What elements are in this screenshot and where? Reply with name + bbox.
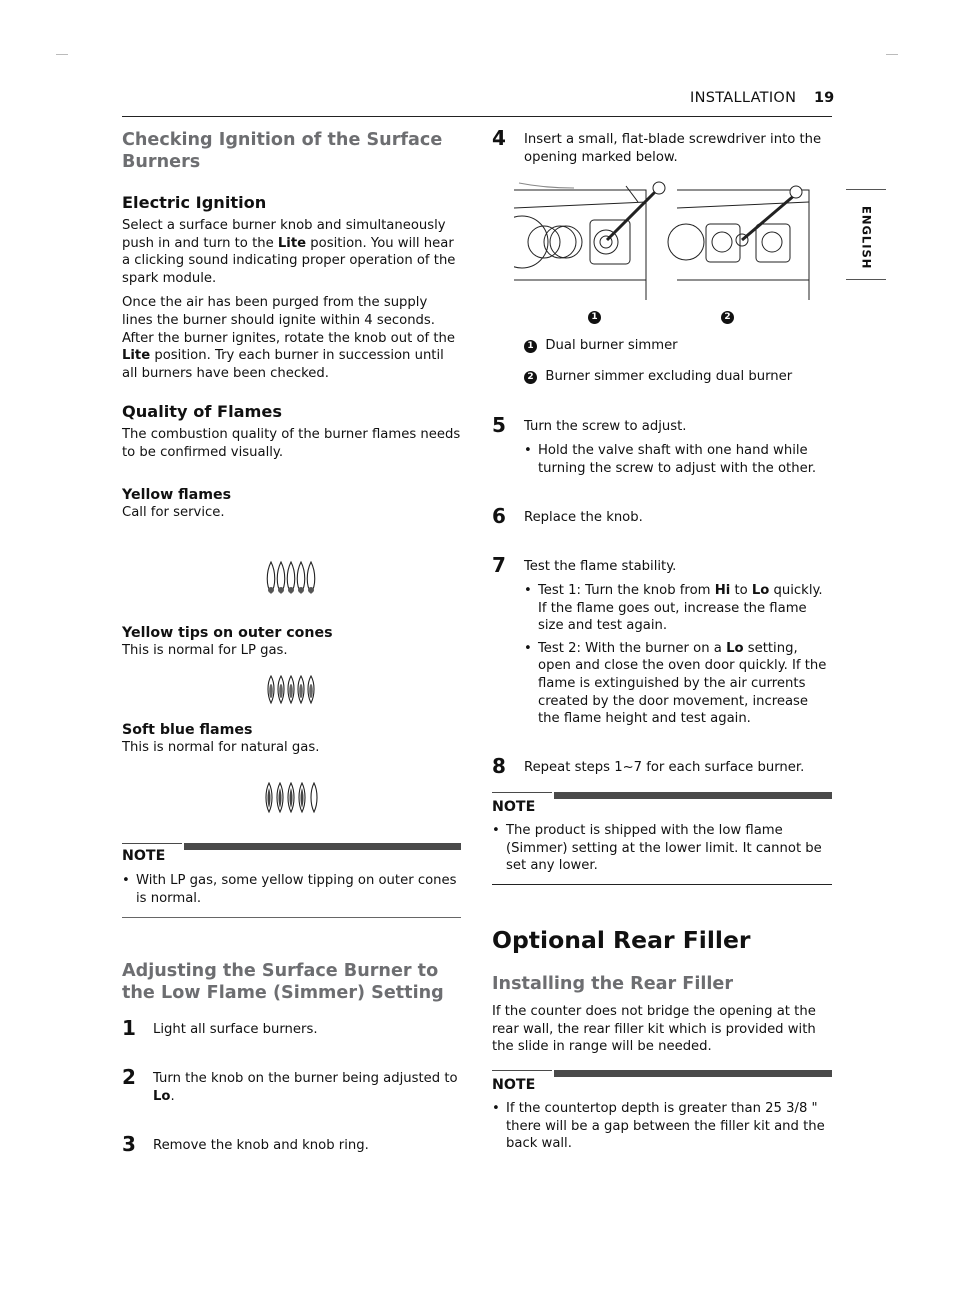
text-run: quickly. If the flame goes out, increase the flame size and test again. (538, 583, 823, 634)
text-run: Test 2: With the burner on a (538, 640, 727, 656)
note-top-rule (492, 792, 552, 793)
marker-2-glyph: 2 (721, 311, 734, 324)
text-run-bold: Lite (277, 235, 307, 251)
text-run: Once the air has been purged from the supply lines the burner should ignite within 4 seconds. After the burner ignites, rotate the knob out of the (122, 295, 456, 346)
yellow-flames-text: Call for service. (122, 504, 225, 520)
text-run-bold: Lo (153, 1088, 171, 1104)
step-number: 7 (492, 553, 506, 577)
electric-ignition-para-1 (122, 217, 462, 287)
crop-mark-right (886, 54, 898, 55)
figure-legend-2 (524, 368, 792, 386)
step-number: 6 (492, 504, 506, 528)
note-bar (184, 843, 461, 850)
installing-rear-filler-text: If the counter does not bridge the opening at the rear wall, the rear filler kit which is provided with the slide in range will be needed. (492, 1004, 816, 1055)
yellow-flames-heading: Yellow flames (122, 486, 232, 503)
note-item: • If the countertop depth is greater than 25 3/8 " there will be a gap between the filler kit and the back wall. (492, 1100, 830, 1153)
figure-legend-1 (524, 337, 678, 355)
language-tab (846, 189, 886, 280)
step-text: Replace the knob. (524, 510, 643, 525)
text-run: Turn the knob on the burner being adjusted to (153, 1071, 458, 1086)
note-title: NOTE (492, 1077, 536, 1093)
soft-blue-illustration (264, 782, 320, 814)
header-rule (122, 116, 832, 117)
legend-text-1: Dual burner simmer (545, 338, 678, 353)
note-bottom-rule (492, 884, 832, 885)
step-number: 1 (122, 1016, 136, 1040)
text-run-bold: Lite (122, 348, 151, 364)
yellow-tips-block (122, 624, 462, 660)
step-text: Remove the knob and knob ring. (153, 1138, 369, 1153)
note-title: NOTE (122, 848, 166, 864)
section-title-adjusting: Adjusting the Surface Burner to the Low Flame (Simmer) Setting (122, 961, 444, 1003)
step-text: Turn the screw to adjust. (524, 419, 687, 434)
note-bottom-rule (122, 917, 461, 918)
quality-text: The combustion quality of the burner flames needs to be confirmed visually. (122, 427, 461, 460)
left-column (122, 129, 462, 521)
step-bullet: • Hold the valve shaft with one hand while turning the screw to adjust with the other. (524, 442, 829, 477)
step5-bullets (524, 442, 829, 482)
soft-blue-block (122, 721, 462, 757)
note-top-rule (122, 843, 182, 844)
text-run: Test 1: Turn the knob from (538, 583, 715, 598)
text-run-bold: Lo (751, 583, 770, 598)
legend-text-2: Burner simmer excluding dual burner (545, 369, 793, 384)
page-number: 19 (814, 90, 835, 106)
note-bar (554, 1070, 832, 1077)
step-number: 2 (122, 1065, 136, 1089)
legend-marker-2: 2 (524, 371, 537, 384)
quality-heading: Quality of Flames (122, 402, 283, 422)
installing-rear-filler-heading: Installing the Rear Filler (492, 974, 734, 994)
text-run: position. You will hear a clicking sound indicating proper operation of the spark module. (122, 235, 456, 286)
yellow-tips-text: This is normal for LP gas. (122, 643, 288, 658)
section-label: INSTALLATION (690, 90, 797, 106)
note-title: NOTE (492, 799, 536, 815)
note-top-rule (492, 1070, 552, 1071)
text-run: setting, open and close the oven door quickly. If the flame is extinguished by the air currents created by the door movement, increase the flame height and test again. (538, 640, 827, 727)
figure-marker-1 (588, 308, 601, 326)
step-text: Test the flame stability. (524, 559, 677, 574)
legend-marker-1: 1 (524, 340, 537, 353)
step-text: Insert a small, flat-blade screwdriver into the opening marked below. (524, 132, 822, 165)
step-number: 4 (492, 126, 506, 150)
electric-ignition-heading: Electric Ignition (122, 193, 267, 212)
step7-bullets (524, 582, 832, 733)
yellow-flames-illustration (265, 560, 319, 598)
valve-illustration (514, 180, 814, 305)
crop-mark-left (56, 54, 68, 55)
note-list (492, 1100, 830, 1158)
note-list (122, 872, 462, 912)
text-run: Select a surface burner knob and simultaneously push in and turn to the (122, 218, 446, 251)
text-run: to (730, 583, 752, 598)
yellow-tips-illustration (266, 675, 318, 705)
text-run: . (170, 1088, 175, 1104)
text-run: position. Try each burner in succession until all burners have been checked. (122, 348, 444, 381)
note-item: • The product is shipped with the low flame (Simmer) setting at the lower limit. It cannot be set any lower. (492, 822, 830, 875)
figure-marker-2 (721, 308, 734, 326)
step-text: Light all surface burners. (153, 1022, 318, 1037)
step-number: 8 (492, 754, 506, 778)
step-number: 3 (122, 1132, 136, 1156)
step-bullet (524, 582, 832, 635)
step-bullet (524, 640, 832, 728)
note-item: • With LP gas, some yellow tipping on outer cones is normal. (122, 872, 462, 907)
marker-1-glyph: 1 (588, 311, 601, 324)
note-list (492, 822, 830, 880)
section-title-ignition: Checking Ignition of the Surface Burners (122, 130, 443, 172)
note-bar (554, 792, 832, 799)
step-text: Repeat steps 1~7 for each surface burner. (524, 760, 805, 775)
step-number: 5 (492, 413, 506, 437)
text-run-bold: Hi (714, 583, 731, 598)
soft-blue-text: This is normal for natural gas. (122, 740, 320, 755)
soft-blue-heading: Soft blue flames (122, 722, 253, 738)
text-run-bold: Lo (726, 640, 744, 656)
step-text (153, 1070, 458, 1105)
electric-ignition-para-2 (122, 294, 462, 382)
language-tab-label: ENGLISH (859, 206, 874, 270)
yellow-tips-heading: Yellow tips on outer cones (122, 625, 333, 641)
section-title-rear-filler: Optional Rear Filler (492, 926, 751, 954)
